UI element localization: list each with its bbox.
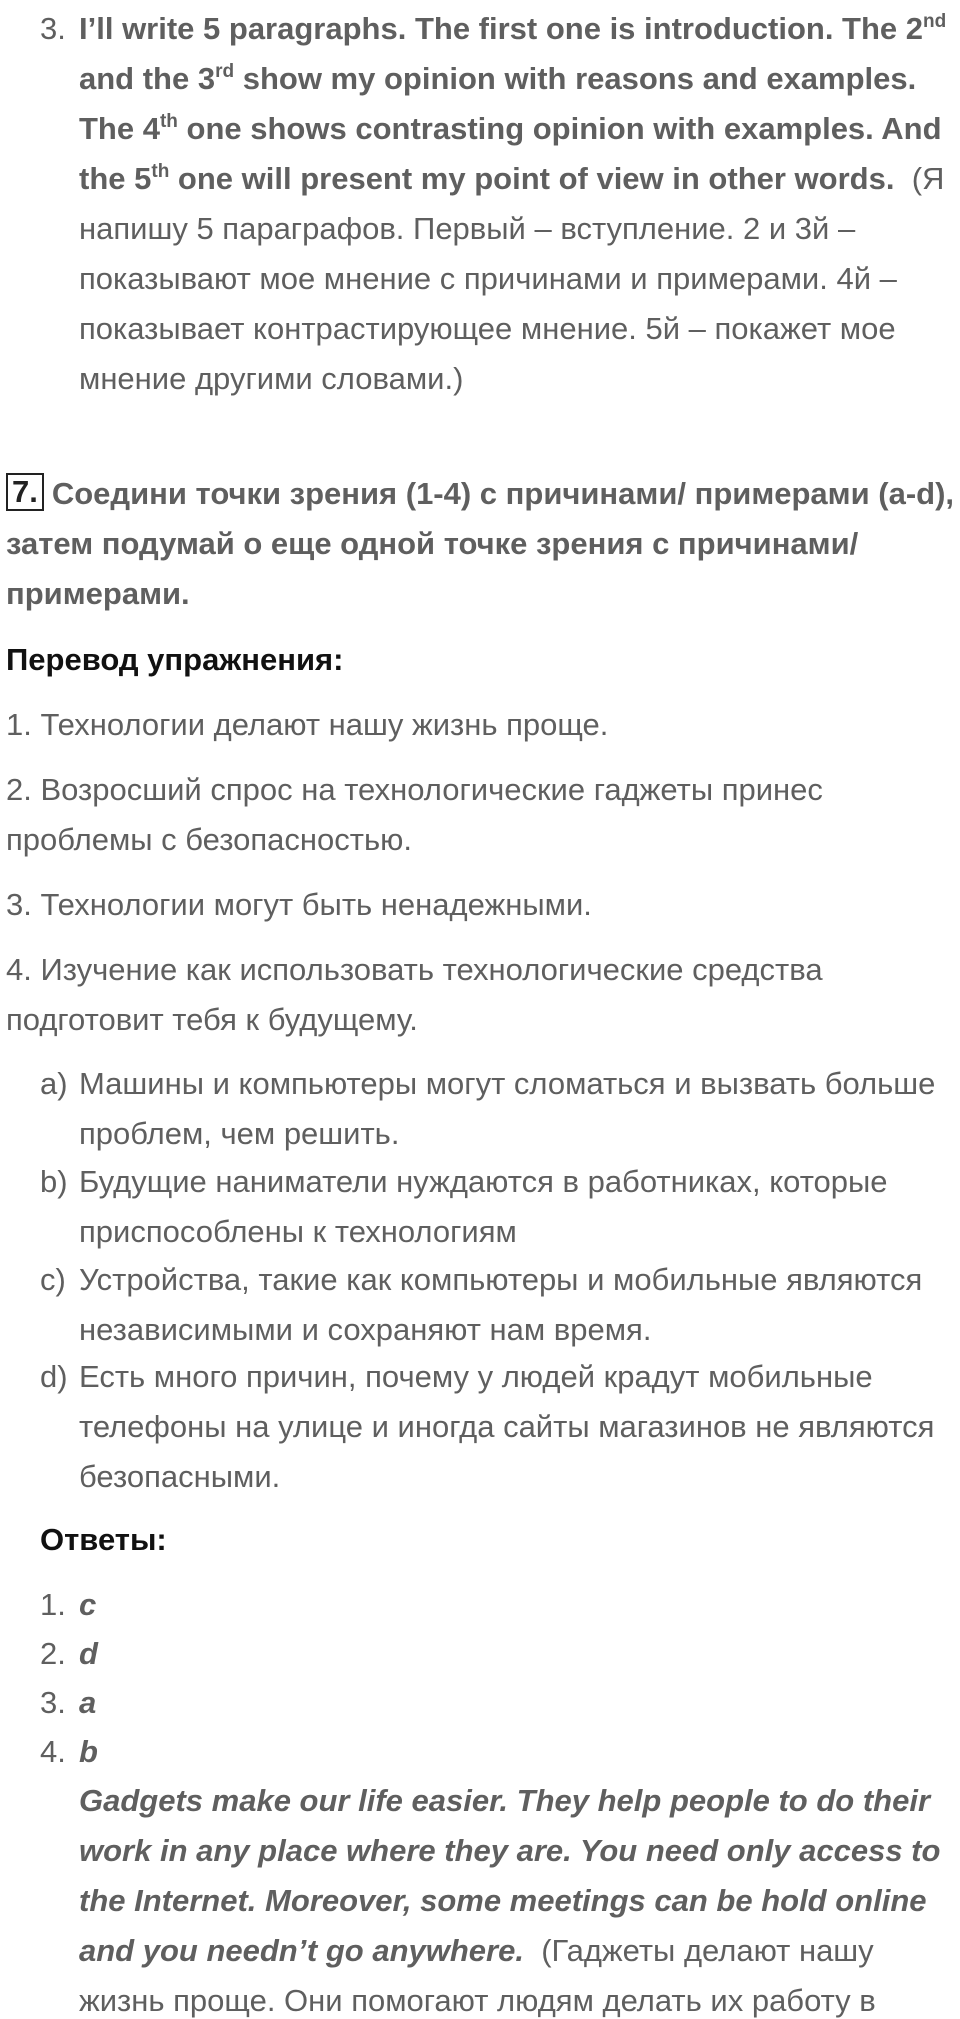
option-c-letter: c) [40,1262,66,1297]
extra-viewpoint-text [79,1776,957,2019]
item-3-translation: (Я напишу 5 параграфов. Первый – вступление. 2 и 3й – показывают мое мнение с причинами и примерами. 4й – показывает контрастирующее мнение. 5й – покажет мое мнение другими словами.) [79,161,945,396]
task-number-box: 7. [6,473,44,511]
item-3-part-4: one shows contrasting opinion with examples. And the [79,111,942,196]
ordinal-4-number: 4 [142,111,160,146]
item-3-part-3: show my opinion with reasons and examples. The [79,61,917,146]
option-b-letter: b) [40,1164,68,1199]
answer-3-number: 3. [40,1685,66,1720]
point-1-text: 1. Технологии делают нашу жизнь проще. [6,707,609,742]
point-4-text: 4. Изучение как использовать технологические средства подготовит тебя к будущему. [6,952,823,1037]
translation-heading-text: Перевод упражнения: [6,642,344,677]
ordinal-3-suffix: rd [215,61,235,82]
extra-english: Gadgets make our life easier. They help people to do their work in any place where they are. You need only access to the Internet. Moreover, some meetings can be hold online and you needn’t go anywhere. [79,1783,941,1968]
ordinal-2-suffix: nd [923,11,947,32]
option-c-text: Устройства, такие как компьютеры и мобильные являются независимыми и сохраняют нам время. [79,1262,923,1347]
ordinal-5-number: 5 [134,161,152,196]
answer-4-number: 4. [40,1734,66,1769]
item-3-part-2: and the [79,61,198,96]
ordinal-5-suffix: th [151,161,170,182]
answer-1-value: c [79,1587,97,1622]
item-3-english [79,11,946,196]
ordinal-2-number: 2 [905,11,924,46]
answer-2-value: d [79,1636,98,1671]
task-7-text [6,469,956,619]
option-a-text: Машины и компьютеры могут сломаться и вызвать больше проблем, чем решить. [79,1066,936,1151]
option-d-text: Есть много причин, почему у людей крадут мобильные телефоны на улице и иногда сайты магазинов не являются безопасными. [79,1359,935,1494]
point-2-text: 2. Возросший спрос на технологические гаджеты принес проблемы с безопасностью. [6,772,823,857]
ordinal-3-number: 3 [197,61,216,96]
option-b-text: Будущие наниматели нуждаются в работниках, которые приспособлены к технологиям [79,1164,888,1249]
item-3-part-5: one will present my point of view in other words. [169,161,895,196]
answer-4-value: b [79,1734,98,1769]
item-3-number: 3. [40,11,66,46]
point-3-text: 3. Технологии могут быть ненадежными. [6,887,592,922]
item-3-text [79,4,957,404]
option-d-letter: d) [40,1359,68,1394]
item-3-part-1: I’ll write 5 paragraphs. The first one is introduction. The [79,11,906,46]
item-3 [0,4,960,444]
answer-2-number: 2. [40,1636,66,1671]
task-7-instruction: Соедини точки зрения (1-4) с причинами/ примерами (a-d), затем подумай о еще одной точке зрения с причинами/примерами. [6,476,955,611]
ordinal-4-suffix: th [159,111,178,132]
extra-russian: (Гаджеты делают нашу жизнь проще. Они помогают людям делать их работу в [79,1933,876,2018]
answer-3-value: a [79,1685,97,1720]
answer-1-number: 1. [40,1587,66,1622]
option-a-letter: a) [40,1066,68,1101]
answers-heading-text: Ответы: [40,1522,167,1557]
